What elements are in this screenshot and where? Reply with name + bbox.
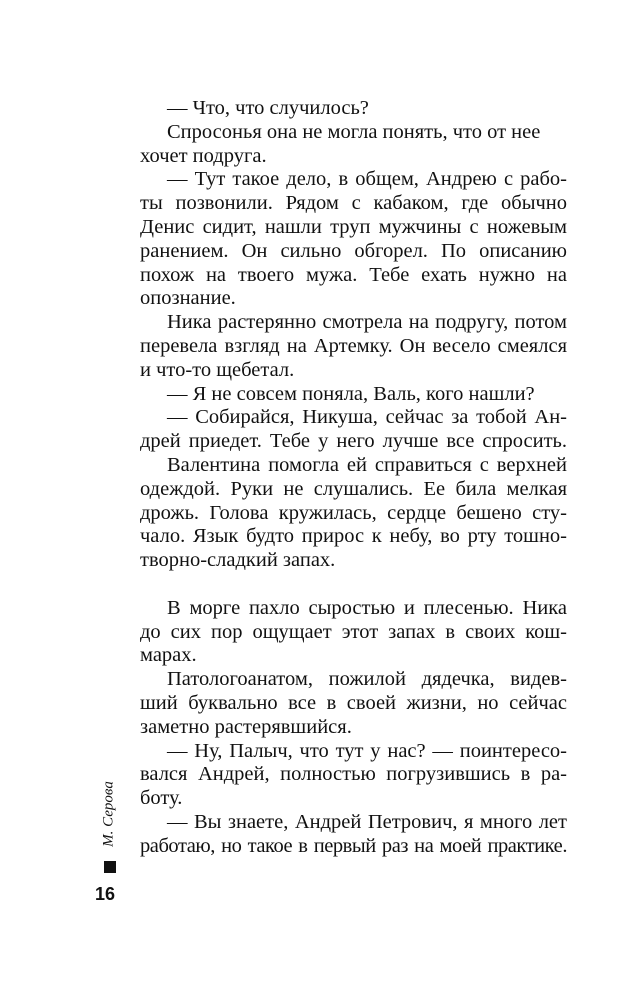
text-line: и что-то щебетал. bbox=[140, 358, 295, 381]
text-line: работаю, но такое в первый раз на моей практике. bbox=[140, 834, 567, 857]
text-line: одеждой. Руки не слушались. Ее била мелкая bbox=[140, 477, 567, 500]
square-bullet-icon bbox=[104, 861, 116, 873]
text-line: опознание. bbox=[140, 287, 236, 310]
text-line: — Вы знаете, Андрей Петрович, я много лет bbox=[167, 810, 567, 833]
page-number: 16 bbox=[95, 884, 116, 904]
text-line: дрей приедет. Тебе у него лучше все спросить. bbox=[140, 430, 567, 453]
text-line: дрожь. Голова кружилась, сердце бешено сту- bbox=[140, 501, 567, 524]
text-line: — Я не совсем поняла, Валь, кого нашли? bbox=[167, 382, 535, 405]
text-line: хочет подруга. bbox=[140, 144, 267, 167]
text-line: — Собирайся, Никуша, сейчас за тобой Ан- bbox=[167, 406, 567, 429]
running-head-author bbox=[99, 774, 119, 854]
text-line: Спросонья она не могла понять, что от нее bbox=[167, 120, 541, 143]
text-line: ты позвонили. Рядом с кабаком, где обычно bbox=[140, 192, 567, 215]
text-line: ранением. Он сильно обгорел. По описанию bbox=[140, 239, 567, 262]
text-line: Денис сидит, нашли труп мужчины с ножевым bbox=[140, 215, 567, 238]
text-line: ший буквально все в своей жизни, но сейчас bbox=[140, 691, 567, 714]
text-line: Ника растерянно смотрела на подругу, потом bbox=[167, 311, 567, 334]
text-line: В морге пахло сыростью и плесенью. Ника bbox=[167, 596, 567, 619]
text-line: чало. Язык будто прирос к небу, во рту тошно- bbox=[140, 525, 567, 548]
text-line: — Ну, Палыч, что тут у нас? — поинтересо- bbox=[167, 739, 567, 762]
text-line: заметно растерявшийся. bbox=[140, 715, 352, 738]
text-line: — Тут такое дело, в общем, Андрею с рабо- bbox=[167, 168, 567, 191]
text-line: до сих пор ощущает этот запах в своих кош- bbox=[140, 620, 567, 643]
text-line: похож на твоего мужа. Тебе ехать нужно на bbox=[140, 263, 567, 286]
section-break bbox=[140, 573, 567, 597]
author-name: М. Серова bbox=[100, 781, 117, 847]
text-line: вался Андрей, полностью погрузившись в ра- bbox=[140, 763, 567, 786]
text-line: Патологоанатом, пожилой дядечка, видев- bbox=[167, 668, 567, 691]
text-line: Валентина помогла ей справиться с верхней bbox=[167, 453, 567, 476]
text-line: боту. bbox=[140, 787, 183, 810]
text-line: — Что, что случилось? bbox=[167, 97, 369, 119]
text-line: марах. bbox=[140, 644, 197, 667]
text-line: перевела взгляд на Артемку. Он весело смеялся bbox=[140, 334, 567, 357]
page-body-text bbox=[140, 97, 567, 859]
text-line: творно-сладкий запах. bbox=[140, 549, 336, 572]
